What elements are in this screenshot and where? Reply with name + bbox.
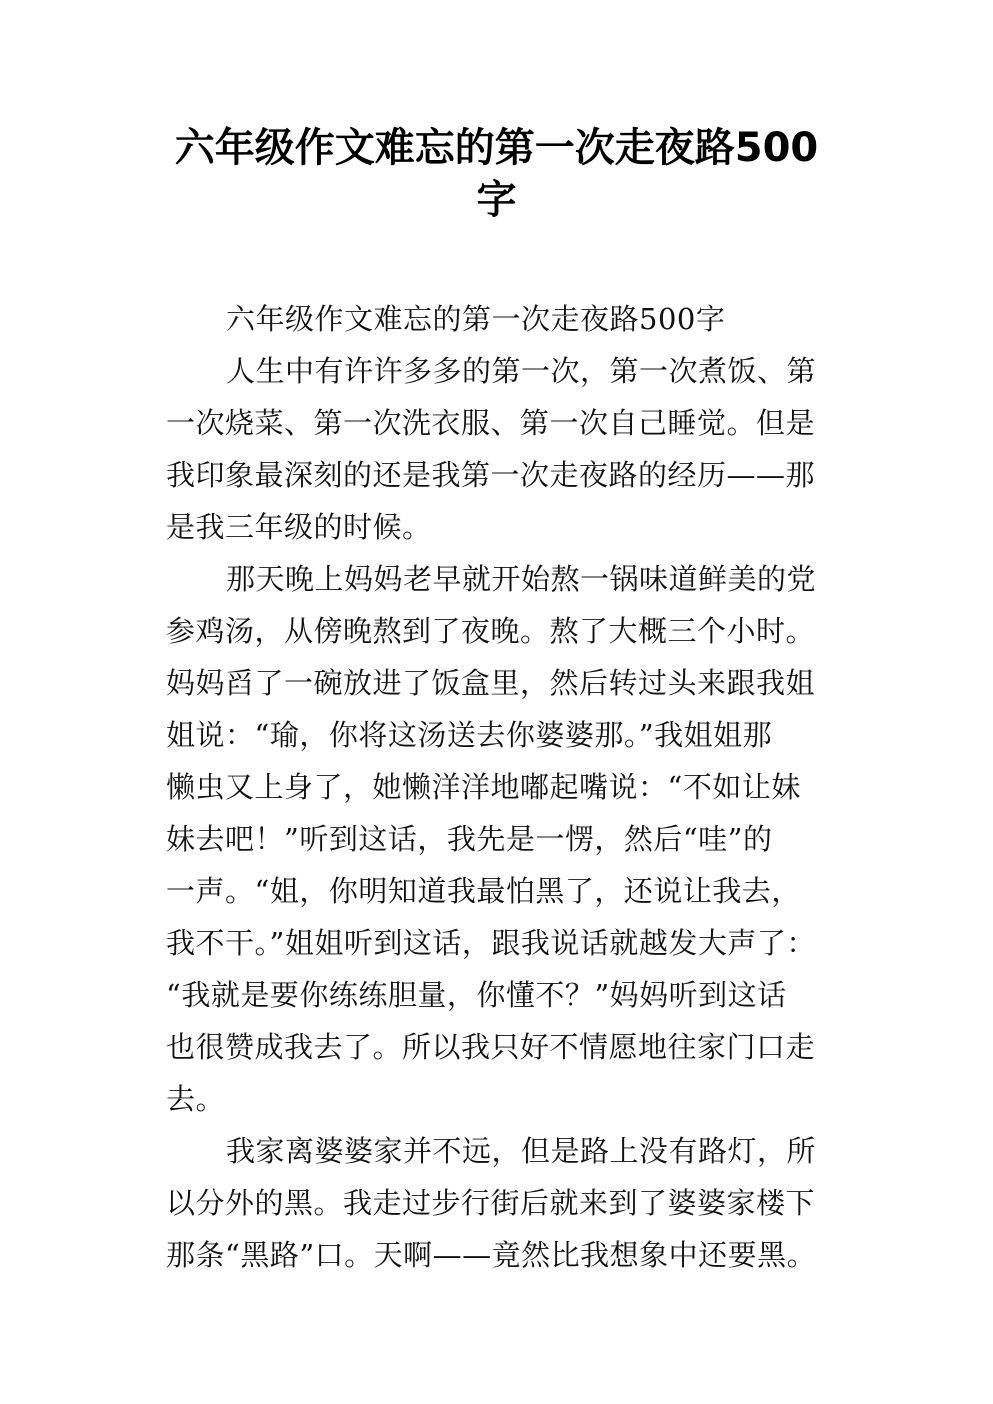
paragraph-line: 妹去吧！”听到这话，我先是一愣，然后“哇”的 [166,822,773,856]
paragraph-line: 姐说：“瑜，你将这汤送去你婆婆那。”我姐姐那 [166,718,773,752]
paragraph-3 [166,1125,846,1281]
paragraph-1 [166,345,846,553]
paragraph-line: 一次烧菜、第一次洗衣服、第一次自己睡觉。但是 [166,406,816,440]
paragraph-line: 去。 [166,1082,226,1116]
paragraph-line: 我印象最深刻的还是我第一次走夜路的经历——那 [166,458,816,492]
document-title [0,120,993,224]
title-line: 字 [476,177,517,223]
paragraph-line: 那条“黑路”口。天啊——竟然比我想象中还要黑。 [166,1238,817,1272]
paragraph-line: “我就是要你练练胆量，你懂不？”妈妈听到这话 [166,978,787,1012]
paragraph-line: 参鸡汤，从傍晚熬到了夜晚。熬了大概三个小时。 [166,614,816,648]
paragraph-line: 懒虫又上身了，她懒洋洋地嘟起嘴说：“不如让妹 [166,770,801,804]
paragraph-line: 妈妈舀了一碗放进了饭盒里，然后转过头来跟我姐 [166,666,816,700]
document-subtitle: 六年级作文难忘的第一次走夜路500字 [226,302,726,336]
paragraph-line: 也很赞成我去了。所以我只好不情愿地往家门口走 [166,1030,816,1064]
paragraph-line: 我不干。”姐姐听到这话，跟我说话就越发大声了： [166,926,816,960]
paragraph-line: 我家离婆婆家并不远，但是路上没有路灯，所 [226,1134,817,1168]
document-body [166,293,846,1281]
paragraph-line: 人生中有许许多多的第一次，第一次煮饭、第 [226,354,817,388]
paragraph-2 [166,553,846,1125]
paragraph-line: 是我三年级的时候。 [166,510,432,544]
title-line: 六年级作文难忘的第一次走夜路500 [174,125,819,171]
paragraph-line: 一声。“姐，你明知道我最怕黑了，还说让我去， [166,874,801,908]
paragraph-line: 以分外的黑。我走过步行街后就来到了婆婆家楼下 [166,1186,816,1220]
paragraph-line: 那天晚上妈妈老早就开始熬一锅味道鲜美的党 [226,562,817,596]
